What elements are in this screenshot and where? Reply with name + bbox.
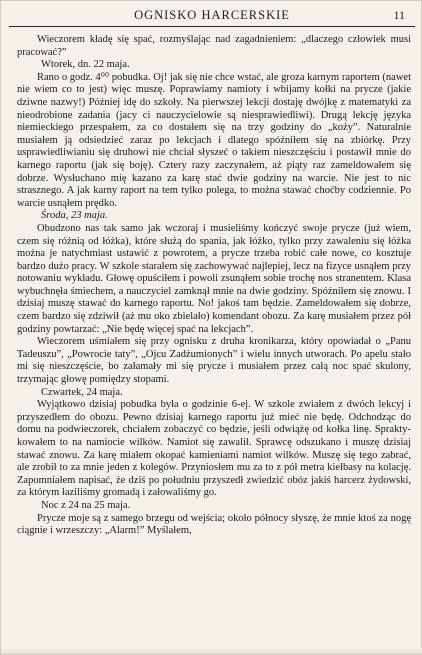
- paragraph: Obudzono nas tak samo jak wczoraj i musieliśmy kończyć swoje prycze (już wiem, czem się różnią od łóżka), które służą do spania, jak łóżko, tylko przy zawaleniu się łóżka można je natychmiast ustawić z powrotem, a prycze trzeba robić całe nowe, co kosztuje bardzo dużo pracy. W szkole starałem się zachowywać najlepiej, lecz na fizyce usnąłem przy notowaniu wykładu. Głowę opuściłem i powoli zsunąłem sobie trochę nos stranentem. Klasa wybuchnęła śmiechem, a nauczyciel zamknął mnie na dwie godziny. Spóźniłem się znowu. I dzisiaj muszę stawać do karnego raportu. No! jakoś tam będzie. Zameldowałem się dobrze, czem bardzo się zdziwił (aż mu oko zbielało) komendant obozu. Za karę musiałem przez pół godziny powtarzać: „Nie będę więcej spać na lekcjach”.: [17, 222, 411, 335]
- page-header: [9, 6, 415, 27]
- paragraph: Rano o godz. 4⁰⁰ pobudka. Oj! jak się nie chce wstać, ale groza karnym raportem (nawet nie wiem co to jest) więc muszę. Poprawiamy namioty i wbijamy kołki na prycze (jakie dziwne nazwy!) Później idę do szkoły. Na pierwszej lekcji dostaję dwójkę z matematyki za nieodrobione zadania (jacy ci nauczycielowie są niesprawiedliwi). Drugą lekcję języka niemieckiego przespałem, za co dostałem się na trzy godziny do „koży”. Naturalnie musiałem ją odsiedzieć zaraz po lekcjach i dlatego spóźniłem się na zbiórkę. Przy usprawiedliwianiu się druhowi nie chciał słyszeć o takiem nieszczęściu i postawił mnie do karnego raportu (jak się boję). Cztery razy zaczynałem, aż piąty raz zameldowałem się dobrze. Wysłuchano mię kazano za karę stać dwie godziny na warcie. Nie jest to nic strasznego. A jak karny raport na tem tylko polega, to można stawać choćby codziennie. Po warcie usnąłem prędko.: [17, 71, 411, 209]
- diary-date: Wtorek, dn. 22 maja.: [41, 59, 130, 71]
- paragraph: Wieczorem kładę się spać, rozmyślając nad zagadnieniem: „dlaczego człowiek musi pracować?”: [17, 34, 411, 58]
- diary-date: Noc z 24 na 25 maja.: [41, 499, 131, 511]
- journal-title: OGNISKO HARCERSKIE: [134, 8, 290, 22]
- diary-date: Środa, 23 maja.: [41, 210, 108, 222]
- scan-edge: [1, 648, 422, 654]
- paragraph: Wieczorem uśmiałem się przy ognisku z druha kronikarza, który opowiadał o „Panu Tadeuszu”, „Powrocie taty”, „Ojcu Zadżumionych” i wielu innych utworach. Po apelu stało mi się nieszczęście, bo załamały mi się prycze i musiałem przez całą noc spać skulony, trzymając głowę pomiędzy stopami.: [17, 336, 411, 386]
- diary-date: Czwartek, 24 maja.: [41, 386, 123, 398]
- paragraph: Wyjątkowo dzisiaj pobudka była o godzinie 6-ej. W szkole zwiałem z dwóch lekcyj i przyszedłem do obozu. Pewno dzisiaj karnego raportu już mieć nie będę. Odchodząc do domu na podwieczorek, chciałem zobaczyć co będzie, jeśli odwiążę od kołka linę. Spraktykowałem to na namiocie wilków. Namiot się zawalił. Sprawcę odszukano i muszę dzisiaj stawać znowu. Za karę miałem okopać kamieniami namiot wilków. Muszę się tego zabrać, ale zrobił to za mnie jeden z kolegów. Przyniosłem mu za to z pół metra kiełbasy na kolację. Zapomniałem napisać, że dziś po południu przyszedł zwiedzić obóz jakiś harcerz żydowski, za którym łaziliśmy gromadą i załowaliśmy go.: [17, 399, 411, 499]
- paragraph: Prycze moje są z samego brzegu od wejścia; około północy słyszę, że mnie ktoś za nogę ciągnie i wrzeszczy: „Alarm!” Myślałem,: [17, 512, 411, 537]
- article-body: [17, 34, 411, 538]
- page-number: 11: [393, 8, 405, 22]
